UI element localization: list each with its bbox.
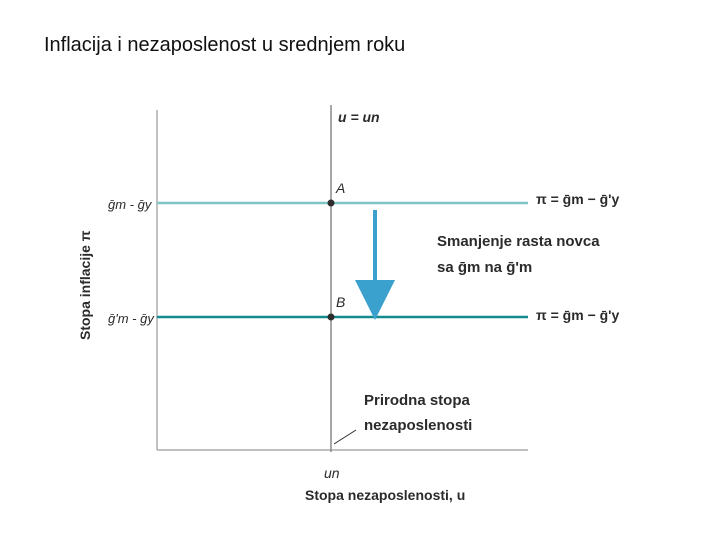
natural-rate-pointer [334, 430, 356, 444]
arrow-note-line1: Smanjenje rasta novca [437, 233, 600, 250]
vertical-line-label: u = un [338, 109, 380, 125]
x-tick-un: un [324, 465, 340, 481]
point-a-label: A [336, 180, 346, 196]
lower-line-label: π = ḡm − ḡ'y [536, 307, 620, 323]
natural-rate-label-line1: Prirodna stopa [364, 392, 470, 409]
y-tick-lower: ḡ'm - ḡy [108, 311, 154, 326]
y-axis-label: Stopa inflacije π [77, 230, 93, 340]
point-b-dot [328, 314, 335, 321]
slide-title: Inflacija i nezaposlenost u srednjem roku [44, 34, 406, 56]
x-axis-label: Stopa nezaposlenosti, u [305, 487, 466, 503]
upper-line-label: π = ḡm − ḡ'y [536, 191, 620, 207]
point-b-label: B [336, 294, 346, 310]
arrow-note-line2: sa ḡm na ḡ'm [437, 259, 533, 276]
y-tick-upper: ḡm - ḡy [108, 197, 152, 212]
natural-rate-label-line2: nezaposlenosti [364, 417, 473, 434]
point-a-dot [328, 200, 335, 207]
